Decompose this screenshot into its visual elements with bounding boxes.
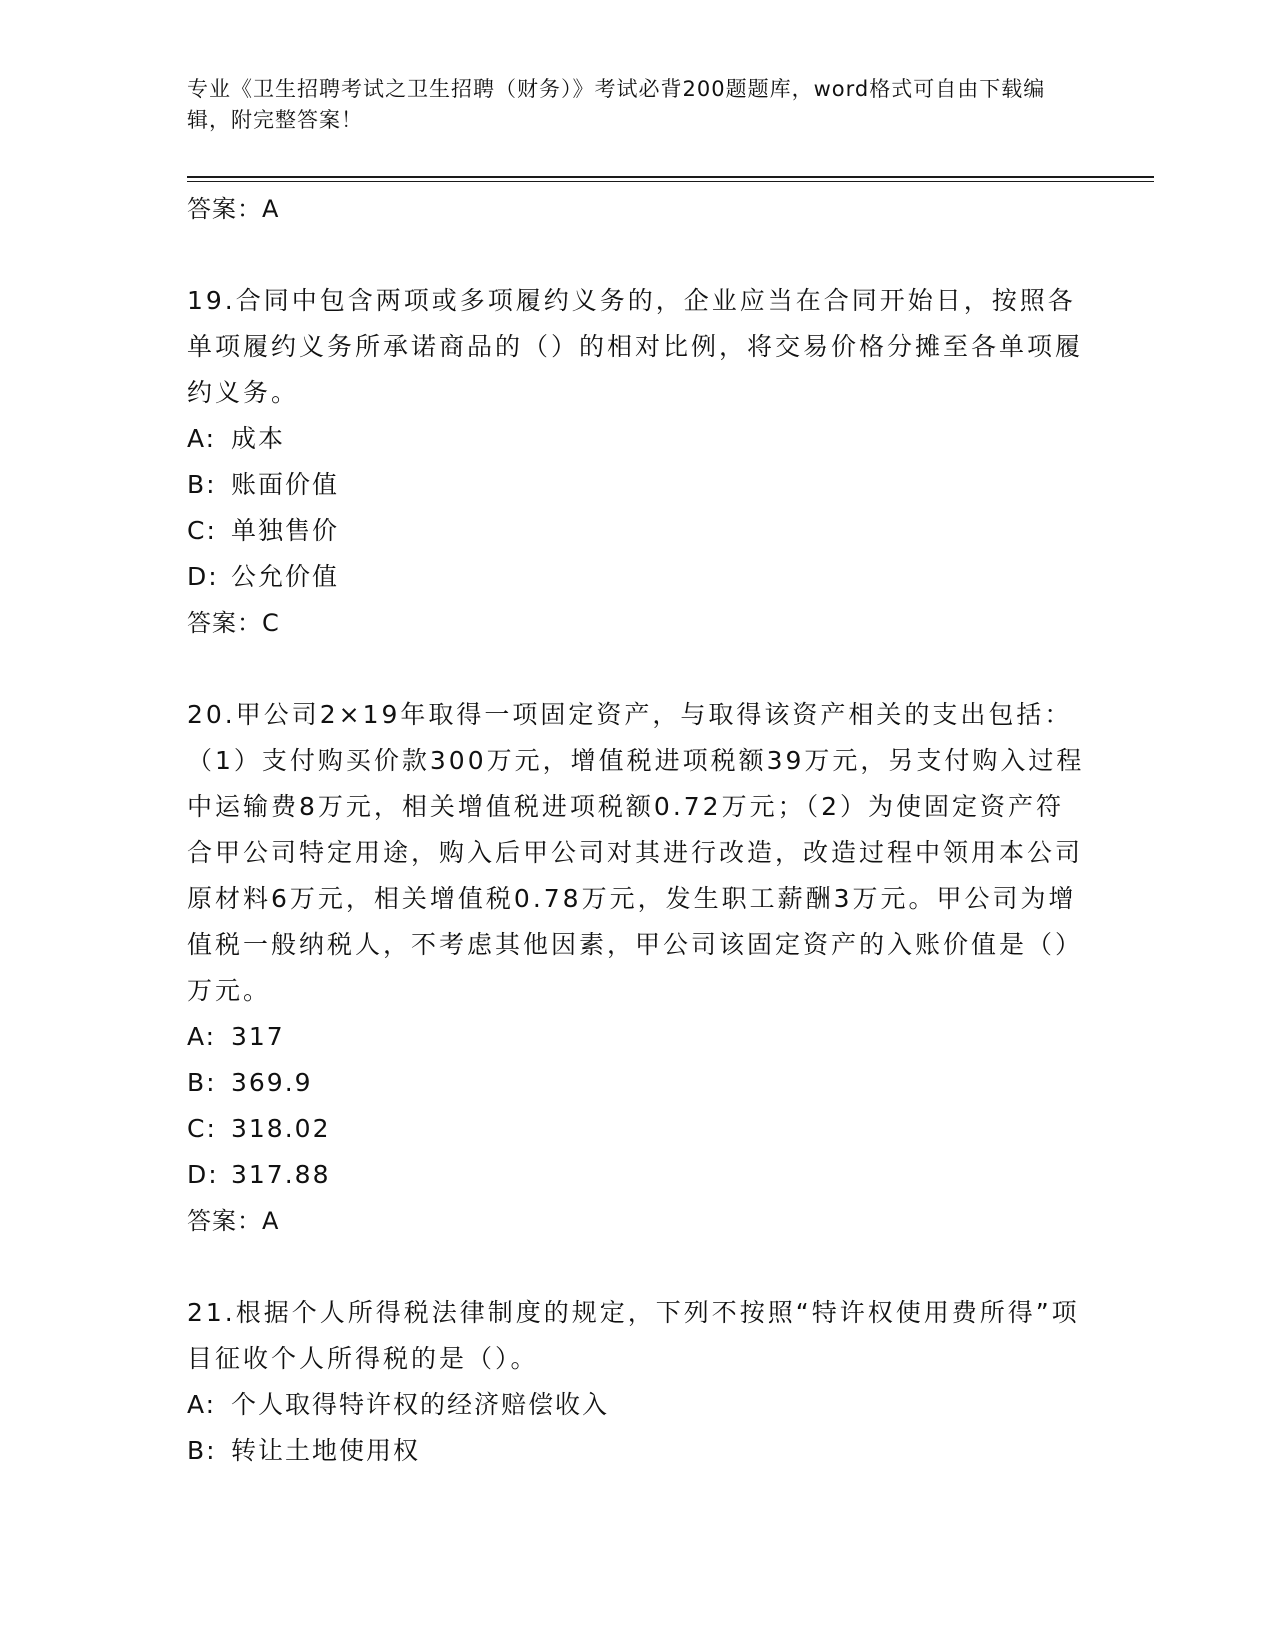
question-text: 20.甲公司2×19年取得一项固定资产，与取得该资产相关的支出包括：（1）支付购买价款300万元，增值税进项税额39万元，另支付购入过程中运输费8万元，相关增值税进项税额0.72万元；（2）为使固定资产符合甲公司特定用途，购入后甲公司对其进行改造，改造过程中领用本公司原材料6万元，相关增值税0.78万元，发生职工薪酬3万元。甲公司为增值税一般纳税人，不考虑其他因素，甲公司该固定资产的入账价值是（）万元。 [187,700,1085,1005]
option-text: 369.9 [231,1068,313,1097]
option-d [187,554,1087,600]
answer-line: 答案：C [187,609,280,637]
header-divider-thin [187,181,1154,182]
option-text: 317 [231,1022,285,1051]
option-letter: B: [187,470,217,499]
option-b [187,1428,1087,1474]
option-letter: A: [187,1022,217,1051]
spacer [187,1244,1087,1290]
option-b [187,462,1087,508]
option-c [187,1106,1087,1152]
option-letter: A: [187,424,217,453]
option-letter: D: [187,1160,219,1189]
option-d [187,1152,1087,1198]
option-text: 公允价值 [231,562,340,591]
option-text: 成本 [231,424,286,453]
document-header: 专业《卫生招聘考试之卫生招聘（财务）》考试必背200题题库，word格式可自由下载编辑，附完整答案！ [187,77,1046,132]
option-letter: B: [187,1068,217,1097]
option-text: 个人取得特许权的经济赔偿收入 [231,1390,610,1419]
answer-line: 答案：A [187,195,280,223]
option-text: 账面价值 [231,470,340,499]
option-text: 317.88 [231,1160,331,1189]
option-text: 318.02 [231,1114,331,1143]
option-c [187,508,1087,554]
option-letter: C: [187,1114,217,1143]
option-letter: D: [187,562,219,591]
spacer [187,646,1087,692]
option-a [187,1382,1087,1428]
question-text: 21.根据个人所得税法律制度的规定，下列不按照“特许权使用费所得”项目征收个人所得税的是（）。 [187,1298,1080,1373]
option-letter: B: [187,1436,217,1465]
option-a [187,416,1087,462]
option-text: 转让土地使用权 [231,1436,421,1465]
option-letter: C: [187,516,217,545]
option-b [187,1060,1087,1106]
option-text: 单独售价 [231,516,340,545]
question-text: 19.合同中包含两项或多项履约义务的，企业应当在合同开始日，按照各单项履约义务所承诺商品的（）的相对比例，将交易价格分摊至各单项履约义务。 [187,286,1084,407]
header-divider-thick [187,176,1154,178]
answer-line: 答案：A [187,1207,280,1235]
question-list [187,186,1087,1474]
option-a [187,1014,1087,1060]
spacer [187,232,1087,278]
option-letter: A: [187,1390,217,1419]
